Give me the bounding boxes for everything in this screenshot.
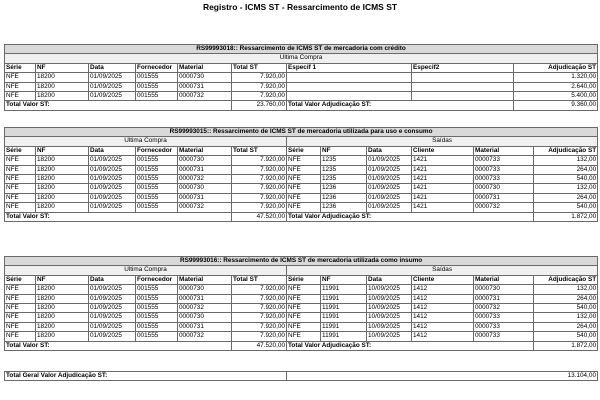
table-cell: 7.920,00 — [232, 82, 287, 91]
table-cell: 0000731 — [178, 165, 232, 174]
table-cell: 0000732 — [178, 174, 232, 183]
column-header: Adjudicação ST — [514, 63, 598, 72]
total-row — [5, 212, 598, 221]
column-header-row — [5, 146, 598, 155]
table-cell: 001555 — [136, 73, 178, 82]
table-cell: 7.920,00 — [232, 73, 287, 82]
table-cell: 1412 — [412, 313, 474, 322]
table-cell: 0000733 — [474, 332, 534, 341]
table-cell: 0000730 — [178, 73, 232, 82]
table-cell: NFE — [287, 203, 321, 212]
table-cell: 7.920,00 — [232, 294, 287, 303]
table-cell: 18200 — [36, 322, 89, 331]
table-cell: 1412 — [412, 322, 474, 331]
table-cell: 264,00 — [534, 165, 598, 174]
column-header: Adjudicação ST — [534, 146, 598, 155]
table-cell: 001555 — [136, 332, 178, 341]
total-st-value: 47.520,00 — [232, 341, 287, 350]
table-cell: 1412 — [412, 303, 474, 312]
column-header: Adjudicação ST — [534, 275, 598, 284]
column-header: Data — [89, 275, 136, 284]
table-cell: 0000730 — [178, 313, 232, 322]
column-header-row — [5, 63, 598, 72]
total-adj-label: Total Valor Adjudicação ST: — [287, 341, 534, 350]
subheader-ultima-compra: Última Compra — [5, 54, 598, 63]
table-cell: 001555 — [136, 174, 178, 183]
table-cell: 01/09/2025 — [367, 174, 412, 183]
table-cell: NFE — [287, 303, 321, 312]
table-cell: 001555 — [136, 203, 178, 212]
subheader-saidas: Saídas — [287, 137, 598, 146]
table-cell: 11991 — [321, 313, 367, 322]
table-cell: 1421 — [412, 174, 474, 183]
table-cell: 0000730 — [178, 184, 232, 193]
table-cell: 01/09/2025 — [89, 294, 136, 303]
table-row — [5, 313, 598, 322]
total-adj-value: 9.360,00 — [514, 101, 598, 110]
table-cell: 1236 — [321, 193, 367, 202]
table-row — [5, 156, 598, 165]
table-cell: 540,00 — [534, 203, 598, 212]
table-cell: NFE — [5, 303, 36, 312]
table-cell: NFE — [5, 294, 36, 303]
table-cell: 18200 — [36, 91, 89, 100]
table-cell: 540,00 — [534, 303, 598, 312]
table-cell: 1421 — [412, 193, 474, 202]
column-header: Fornecedor — [136, 275, 178, 284]
total-adj-label: Total Valor Adjudicação ST: — [287, 101, 514, 110]
table-cell: 01/09/2025 — [89, 184, 136, 193]
table-cell: 7.920,00 — [232, 184, 287, 193]
column-header: Fornecedor — [136, 146, 178, 155]
table-cell: 11991 — [321, 332, 367, 341]
table-cell: 01/09/2025 — [367, 156, 412, 165]
table-row — [5, 332, 598, 341]
column-header: Série — [287, 146, 321, 155]
table-cell: NFE — [287, 174, 321, 183]
column-header: NF — [321, 275, 367, 284]
table-cell: 540,00 — [534, 174, 598, 183]
column-header: Data — [367, 275, 412, 284]
table-cell: 01/09/2025 — [89, 285, 136, 294]
table-cell: 1412 — [412, 285, 474, 294]
table-cell: 0000731 — [178, 193, 232, 202]
table-row — [5, 184, 598, 193]
table-cell: 1235 — [321, 165, 367, 174]
table-row — [5, 165, 598, 174]
table-cell: 1412 — [412, 332, 474, 341]
table-cell: 18200 — [36, 174, 89, 183]
table-cell: 1421 — [412, 203, 474, 212]
table-cell — [287, 82, 412, 91]
table-cell: 0000732 — [474, 303, 534, 312]
table-uso-consumo — [4, 127, 598, 222]
table-cell: 7.920,00 — [232, 174, 287, 183]
table-row — [5, 303, 598, 312]
table-cell: 0000730 — [178, 156, 232, 165]
table-cell: 001555 — [136, 156, 178, 165]
table-cell: 1421 — [412, 184, 474, 193]
table-cell: 7.920,00 — [232, 303, 287, 312]
table-cell: 01/09/2025 — [367, 184, 412, 193]
table-cell — [412, 82, 514, 91]
table-cell: 264,00 — [534, 322, 598, 331]
column-header: NF — [36, 146, 89, 155]
table-cell — [287, 73, 412, 82]
table-cell: 0000731 — [474, 294, 534, 303]
table-cell: 2.640,00 — [514, 82, 598, 91]
table-cell: 7.920,00 — [232, 313, 287, 322]
table-cell: 18200 — [36, 156, 89, 165]
table-cell: 01/09/2025 — [89, 73, 136, 82]
table-cell: 01/09/2025 — [89, 203, 136, 212]
table-cell: 1235 — [321, 156, 367, 165]
table-cell: 7.920,00 — [232, 203, 287, 212]
table-cell: NFE — [287, 322, 321, 331]
table-cell: 001555 — [136, 313, 178, 322]
table-cell: 10/09/2025 — [367, 322, 412, 331]
table-cell: 001555 — [136, 82, 178, 91]
table-cell: 7.920,00 — [232, 193, 287, 202]
column-header: NF — [36, 63, 89, 72]
column-header: Material — [178, 146, 232, 155]
table-row — [5, 174, 598, 183]
column-header: Data — [89, 146, 136, 155]
column-header: Total ST — [232, 146, 287, 155]
table-cell: 001555 — [136, 303, 178, 312]
table-cell: 01/09/2025 — [367, 165, 412, 174]
table-cell: 001555 — [136, 322, 178, 331]
table-cell: 01/09/2025 — [89, 322, 136, 331]
table-cell: NFE — [287, 294, 321, 303]
table-cell: 10/09/2025 — [367, 294, 412, 303]
table-cell: NFE — [5, 174, 36, 183]
table-cell: NFE — [5, 184, 36, 193]
table-cell: 001555 — [136, 294, 178, 303]
report-title: Registro - ICMS ST - Ressarcimento de ICMS ST — [202, 2, 398, 12]
table-cell: 132,00 — [534, 285, 598, 294]
column-header: Série — [5, 275, 36, 284]
table-credito — [4, 44, 598, 111]
table-cell: 18200 — [36, 332, 89, 341]
table-cell: 01/09/2025 — [89, 332, 136, 341]
table-cell: 0000733 — [474, 174, 534, 183]
table-cell: NFE — [5, 313, 36, 322]
table-cell: NFE — [287, 184, 321, 193]
table-cell: 0000733 — [474, 322, 534, 331]
table-cell: 01/09/2025 — [89, 174, 136, 183]
table-cell: 0000732 — [178, 332, 232, 341]
total-st-label: Total Valor ST: — [5, 101, 232, 110]
column-header: NF — [321, 146, 367, 155]
table-cell: 1236 — [321, 184, 367, 193]
table-cell: 10/09/2025 — [367, 313, 412, 322]
section-header: RS99993018:: Ressarcimento de ICMS ST de mercadoria com crédito — [5, 45, 598, 54]
table-cell: 001555 — [136, 184, 178, 193]
total-st-value: 23.760,00 — [232, 101, 287, 110]
table-cell: NFE — [287, 313, 321, 322]
table-cell: 11991 — [321, 322, 367, 331]
subheader-saidas: Saídas — [287, 266, 598, 275]
table-cell: NFE — [287, 332, 321, 341]
table-cell: 10/09/2025 — [367, 285, 412, 294]
column-header: Material — [474, 275, 534, 284]
grand-total-row — [5, 372, 598, 381]
table-cell: 0000732 — [178, 303, 232, 312]
grand-total-table — [4, 371, 598, 381]
table-cell: 132,00 — [534, 313, 598, 322]
table-cell: 01/09/2025 — [367, 203, 412, 212]
table-cell: 0000732 — [178, 91, 232, 100]
column-header-row — [5, 275, 598, 284]
table-cell: 18200 — [36, 285, 89, 294]
table-cell: 001555 — [136, 193, 178, 202]
table-cell: 5.400,00 — [514, 91, 598, 100]
table-cell: 01/09/2025 — [89, 82, 136, 91]
table-cell: 01/09/2025 — [89, 165, 136, 174]
table-cell: 0000730 — [178, 285, 232, 294]
table-cell: 18200 — [36, 73, 89, 82]
column-header: Série — [287, 275, 321, 284]
table-cell: 001555 — [136, 285, 178, 294]
grand-total-label: Total Geral Valor Adjudicação ST: — [5, 372, 287, 381]
table-cell: 01/09/2025 — [89, 303, 136, 312]
table-row — [5, 322, 598, 331]
total-adj-value: 1.872,00 — [534, 341, 598, 350]
table-cell: 11991 — [321, 303, 367, 312]
column-header: Fornecedor — [136, 63, 178, 72]
column-header: Série — [5, 63, 36, 72]
total-row — [5, 341, 598, 350]
table-cell: 01/09/2025 — [89, 193, 136, 202]
total-adj-label: Total Valor Adjudicação ST: — [287, 212, 534, 221]
table-cell: 0000733 — [474, 156, 534, 165]
table-cell: 0000731 — [178, 322, 232, 331]
table-cell: 0000732 — [178, 203, 232, 212]
table-cell: 0000730 — [474, 285, 534, 294]
total-st-label: Total Valor ST: — [5, 341, 232, 350]
table-insumo — [4, 256, 598, 351]
table-cell: 7.920,00 — [232, 165, 287, 174]
table-cell: 18200 — [36, 165, 89, 174]
column-header: Cliente — [412, 275, 474, 284]
table-cell — [412, 73, 514, 82]
table-cell: 10/09/2025 — [367, 303, 412, 312]
table-cell: 0000732 — [474, 203, 534, 212]
total-row — [5, 101, 598, 110]
table-row — [5, 203, 598, 212]
table-row — [5, 73, 598, 82]
column-header: Total ST — [232, 63, 287, 72]
subheader-ultima-compra: Última Compra — [5, 137, 287, 146]
table-cell — [412, 91, 514, 100]
column-header: Cliente — [412, 146, 474, 155]
table-cell: 18200 — [36, 313, 89, 322]
table-cell: NFE — [5, 73, 36, 82]
table-cell: 7.920,00 — [232, 322, 287, 331]
table-cell: 11991 — [321, 294, 367, 303]
table-cell: 18200 — [36, 184, 89, 193]
table-cell: 18200 — [36, 294, 89, 303]
table-cell: 1.320,00 — [514, 73, 598, 82]
table-cell: 18200 — [36, 203, 89, 212]
table-cell: 0000733 — [474, 313, 534, 322]
total-st-label: Total Valor ST: — [5, 212, 232, 221]
column-header: Série — [5, 146, 36, 155]
table-cell: NFE — [287, 156, 321, 165]
column-header: Material — [178, 63, 232, 72]
table-row — [5, 294, 598, 303]
table-cell: 0000733 — [474, 165, 534, 174]
table-cell: 1236 — [321, 203, 367, 212]
table-cell: NFE — [287, 285, 321, 294]
table-cell: NFE — [5, 82, 36, 91]
table-cell: NFE — [5, 203, 36, 212]
table-cell: 0000731 — [178, 294, 232, 303]
table-cell: 7.920,00 — [232, 91, 287, 100]
table-cell: 01/09/2025 — [89, 156, 136, 165]
table-cell: NFE — [5, 156, 36, 165]
table-cell: 0000731 — [474, 193, 534, 202]
table-cell: 18200 — [36, 193, 89, 202]
table-cell: NFE — [5, 91, 36, 100]
table-cell: 1235 — [321, 174, 367, 183]
table-row — [5, 285, 598, 294]
table-cell: NFE — [5, 332, 36, 341]
subheader-ultima-compra: Última Compra — [5, 266, 287, 275]
column-header: Total ST — [232, 275, 287, 284]
table-cell: 264,00 — [534, 193, 598, 202]
table-cell: 7.920,00 — [232, 332, 287, 341]
table-cell: 18200 — [36, 82, 89, 91]
table-cell: NFE — [5, 285, 36, 294]
table-cell: NFE — [287, 193, 321, 202]
table-cell: 132,00 — [534, 184, 598, 193]
column-header: Material — [474, 146, 534, 155]
table-cell: 11991 — [321, 285, 367, 294]
table-cell: 1421 — [412, 165, 474, 174]
table-cell: NFE — [5, 165, 36, 174]
table-cell: 7.920,00 — [232, 285, 287, 294]
total-st-value: 47.520,00 — [232, 212, 287, 221]
section-header: RS99993016:: Ressarcimento de ICMS ST de mercadoria utilizada como insumo — [5, 257, 598, 266]
section-header: RS99993015:: Ressarcimento de ICMS ST de mercadoria utilizada para uso e consumo — [5, 128, 598, 137]
table-cell: 132,00 — [534, 156, 598, 165]
table-row — [5, 193, 598, 202]
table-cell: NFE — [287, 165, 321, 174]
column-header: Especif 1 — [287, 63, 412, 72]
column-header: Data — [89, 63, 136, 72]
table-cell: 18200 — [36, 303, 89, 312]
table-row — [5, 82, 598, 91]
total-adj-value: 1.872,00 — [534, 212, 598, 221]
table-cell: 01/09/2025 — [367, 193, 412, 202]
table-cell: 1412 — [412, 294, 474, 303]
column-header: Material — [178, 275, 232, 284]
table-cell: 001555 — [136, 91, 178, 100]
table-cell: 540,00 — [534, 332, 598, 341]
table-cell: 1421 — [412, 156, 474, 165]
column-header: Data — [367, 146, 412, 155]
table-cell: 10/09/2025 — [367, 332, 412, 341]
table-cell: NFE — [5, 322, 36, 331]
table-cell: 7.920,00 — [232, 156, 287, 165]
table-cell: NFE — [5, 193, 36, 202]
table-cell — [287, 91, 412, 100]
table-cell: 0000730 — [474, 184, 534, 193]
table-cell: 01/09/2025 — [89, 91, 136, 100]
table-cell: 0000731 — [178, 82, 232, 91]
table-cell: 001555 — [136, 165, 178, 174]
table-cell: 01/09/2025 — [89, 313, 136, 322]
column-header: Especif2 — [412, 63, 514, 72]
table-row — [5, 91, 598, 100]
table-cell: 264,00 — [534, 294, 598, 303]
column-header: NF — [36, 275, 89, 284]
grand-total-value: 13.104,00 — [287, 372, 598, 381]
